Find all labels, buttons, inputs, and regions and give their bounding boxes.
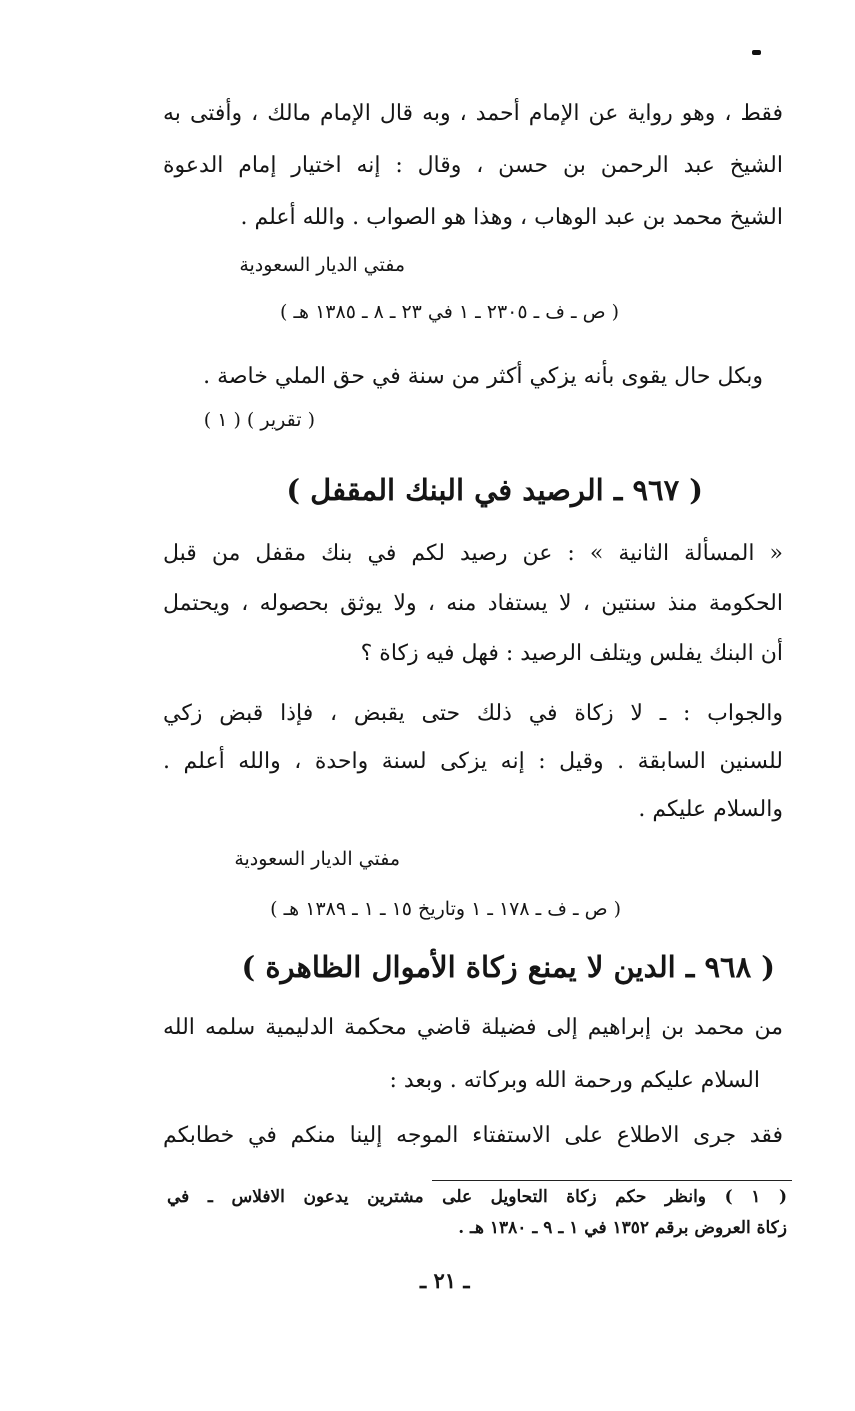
body-line: الشيخ محمد بن عبد الوهاب ، وهذا هو الصواب . والله أعلم . [240, 205, 783, 230]
note-line: وبكل حال يقوى بأنه يزكي أكثر من سنة في حق الملي خاصة . [203, 364, 763, 389]
note-source: ( تقرير ) ( ١ ) [203, 409, 315, 431]
letter-line: من محمد بن إبراهيم إلى فضيلة قاضي محكمة الدليمية سلمه الله [163, 1015, 783, 1040]
body-line: الشيخ عبد الرحمن بن حسن ، وقال : إنه اختيار إمام الدعوة [163, 153, 784, 178]
footnote-line: ( ١ ) وانظر حكم زكاة التحاويل على مشترين يدعون الافلاس ـ في [167, 1187, 787, 1207]
fatwa-reference: ( ص ـ ف ـ ٢٣٠٥ ـ ١ في ٢٣ ـ ٨ ـ ١٣٨٥ هـ ) [280, 301, 619, 323]
scan-mark [752, 50, 761, 55]
question-line: « المسألة الثانية » : عن رصيد لكم في بنك مقفل من قبل [163, 541, 783, 566]
answer-line: للسنين السابقة . وقيل : إنه يزكى لسنة واحدة ، والله أعلم . [163, 749, 783, 774]
question-line: أن البنك يفلس ويتلف الرصيد : فهل فيه زكاة ؟ [360, 641, 783, 666]
page-number: ـ ٢١ ـ [420, 1268, 470, 1293]
question-line: الحكومة منذ سنتين ، لا يستفاد منه ، ولا يوثق بحصوله ، ويحتمل [163, 591, 783, 616]
mufti-signature: مفتي الديار السعودية [234, 848, 400, 870]
mufti-signature: مفتي الديار السعودية [239, 254, 405, 276]
section-heading: ( ٩٦٨ ـ الدين لا يمنع زكاة الأموال الظاهرة ) [241, 950, 775, 984]
footnote-line: زكاة العروض برقم ١٣٥٢ في ١ ـ ٩ ـ ١٣٨٠ هـ . [458, 1218, 787, 1238]
answer-line: والجواب : ـ لا زكاة في ذلك حتى يقبض ، فإذا قبض زكي [163, 701, 783, 726]
section-heading: ( ٩٦٧ ـ الرصيد في البنك المقفل ) [286, 473, 703, 507]
letter-line: فقد جرى الاطلاع على الاستفتاء الموجه إلينا منكم في خطابكم [163, 1123, 783, 1148]
letter-greeting: السلام عليكم ورحمة الله وبركاته . وبعد : [389, 1068, 760, 1093]
footnote-divider [432, 1180, 792, 1181]
answer-line: والسلام عليكم . [638, 797, 783, 822]
body-line: فقط ، وهو رواية عن الإمام أحمد ، وبه قال الإمام مالك ، وأفتى به [163, 101, 783, 126]
fatwa-reference: ( ص ـ ف ـ ١٧٨ ـ ١ وتاريخ ١٥ ـ ١ ـ ١٣٨٩ هـ ) [270, 898, 621, 920]
